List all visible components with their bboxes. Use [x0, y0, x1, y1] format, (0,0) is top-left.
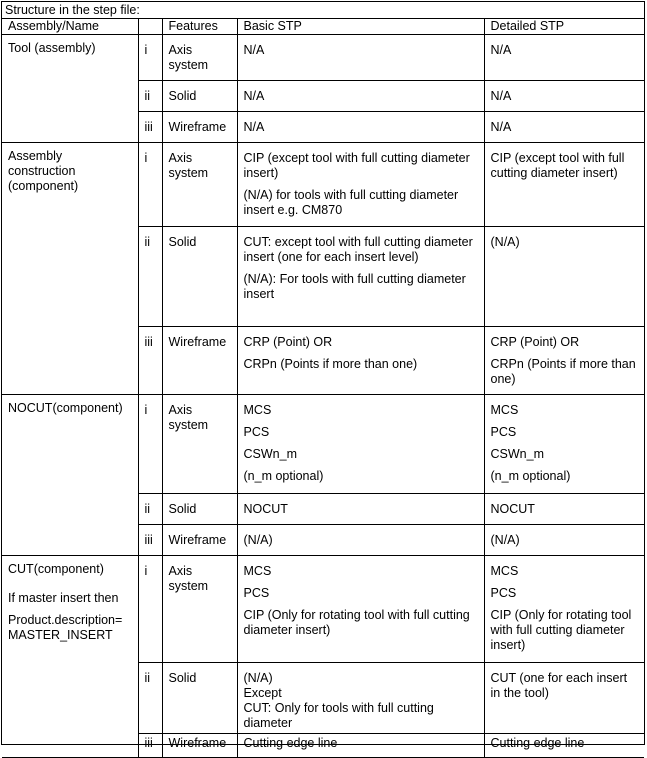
cell-line: PCS — [243, 425, 270, 439]
row-number: ii — [138, 494, 162, 525]
feature-cell: Axis system — [162, 143, 237, 227]
cell-line: CSWn_m — [243, 447, 297, 461]
cell-line: (n_m optional) — [490, 469, 571, 483]
cell-line: CIP (except tool with full cutting diameter insert) — [490, 151, 625, 180]
cell-line: (N/A) — [243, 671, 273, 685]
cell-line: Except — [243, 686, 282, 700]
cell-line: CIP (Only for rotating tool with full cutting diameter insert) — [490, 608, 632, 652]
cell-line: CRP (Point) OR — [243, 335, 333, 349]
detailed-cell: N/A — [484, 81, 644, 112]
detailed-cell: N/A — [484, 112, 644, 143]
basic-cell — [237, 227, 484, 327]
row-number: i — [138, 395, 162, 494]
cell-line: CRPn (Points if more than one) — [243, 357, 418, 371]
row-number: iii — [138, 734, 162, 758]
basic-cell: Cutting edge line — [237, 734, 484, 758]
row-number: ii — [138, 81, 162, 112]
table-caption: Structure in the step file: — [2, 2, 644, 19]
detailed-cell: N/A — [484, 35, 644, 81]
feature-cell: Solid — [162, 663, 237, 734]
row-number: iii — [138, 327, 162, 395]
basic-cell — [237, 143, 484, 227]
header-num — [138, 19, 162, 35]
cell-line: CUT (one for each insert in the tool) — [490, 671, 628, 700]
feature-cell: Solid — [162, 81, 237, 112]
detailed-cell — [484, 327, 644, 395]
cell-line: PCS — [490, 425, 517, 439]
row-number: iii — [138, 525, 162, 556]
cell-line: If master insert then — [8, 591, 119, 605]
cell-line: PCS — [243, 586, 270, 600]
cell-line: CRPn (Points if more than one) — [490, 357, 636, 386]
cell-line: CRP (Point) OR — [490, 335, 580, 349]
step-structure-table — [2, 19, 644, 758]
feature-cell: Solid — [162, 494, 237, 525]
table-row — [2, 556, 644, 663]
cell-line: CIP (Only for rotating tool with full cutting diameter insert) — [243, 608, 470, 637]
cell-line: MCS — [490, 403, 519, 417]
step-structure-document — [1, 1, 645, 750]
detailed-cell — [484, 395, 644, 494]
basic-cell — [237, 663, 484, 734]
feature-cell: Solid — [162, 227, 237, 327]
header-assembly: Assembly/Name — [2, 19, 138, 35]
cell-line: (N/A) for tools with full cutting diameter insert e.g. CM870 — [243, 188, 459, 217]
assembly-name-tool: Tool (assembly) — [2, 35, 138, 143]
detailed-cell: (N/A) — [484, 525, 644, 556]
detailed-cell: Cutting edge line — [484, 734, 644, 758]
detailed-cell: NOCUT — [484, 494, 644, 525]
assembly-name-nocut: NOCUT(component) — [2, 395, 138, 556]
feature-cell: Axis system — [162, 35, 237, 81]
row-number: i — [138, 556, 162, 663]
header-row — [2, 19, 644, 35]
table-row — [2, 395, 644, 494]
detailed-cell — [484, 556, 644, 663]
basic-cell: N/A — [237, 81, 484, 112]
feature-cell: Axis system — [162, 556, 237, 663]
row-number: ii — [138, 663, 162, 734]
cell-line: (N/A): For tools with full cutting diameter insert — [243, 272, 466, 301]
table-row — [2, 35, 644, 81]
header-detailed: Detailed STP — [484, 19, 644, 35]
basic-cell: N/A — [237, 35, 484, 81]
cell-line: (n_m optional) — [243, 469, 324, 483]
cell-line: MCS — [243, 564, 272, 578]
detailed-cell — [484, 227, 644, 327]
cell-line: Product.description= MASTER_INSERT — [8, 613, 123, 642]
row-number: iii — [138, 112, 162, 143]
basic-cell — [237, 327, 484, 395]
basic-cell — [237, 556, 484, 663]
cell-line: MCS — [243, 403, 272, 417]
cell-line: CSWn_m — [490, 447, 544, 461]
header-basic: Basic STP — [237, 19, 484, 35]
feature-cell: Axis system — [162, 395, 237, 494]
feature-cell: Wireframe — [162, 327, 237, 395]
detailed-cell — [484, 663, 644, 734]
cell-line: CUT: Only for tools with full cutting diameter — [243, 701, 434, 730]
row-number: ii — [138, 227, 162, 327]
basic-cell — [237, 395, 484, 494]
cell-line: MCS — [490, 564, 519, 578]
cell-line: CIP (except tool with full cutting diameter insert) — [243, 151, 470, 180]
cell-line: PCS — [490, 586, 517, 600]
row-number: i — [138, 35, 162, 81]
cell-line: (N/A) — [490, 235, 520, 249]
basic-cell: (N/A) — [237, 525, 484, 556]
basic-cell: NOCUT — [237, 494, 484, 525]
assembly-name-cut — [2, 556, 138, 758]
table-row — [2, 143, 644, 227]
assembly-name-construction: Assembly construction (component) — [2, 143, 138, 395]
row-number: i — [138, 143, 162, 227]
cell-line: CUT(component) — [8, 562, 104, 576]
feature-cell: Wireframe — [162, 525, 237, 556]
feature-cell: Wireframe — [162, 112, 237, 143]
detailed-cell — [484, 143, 644, 227]
cell-line: CUT: except tool with full cutting diameter insert (one for each insert level) — [243, 235, 473, 264]
header-features: Features — [162, 19, 237, 35]
basic-cell: N/A — [237, 112, 484, 143]
feature-cell: Wireframe — [162, 734, 237, 758]
